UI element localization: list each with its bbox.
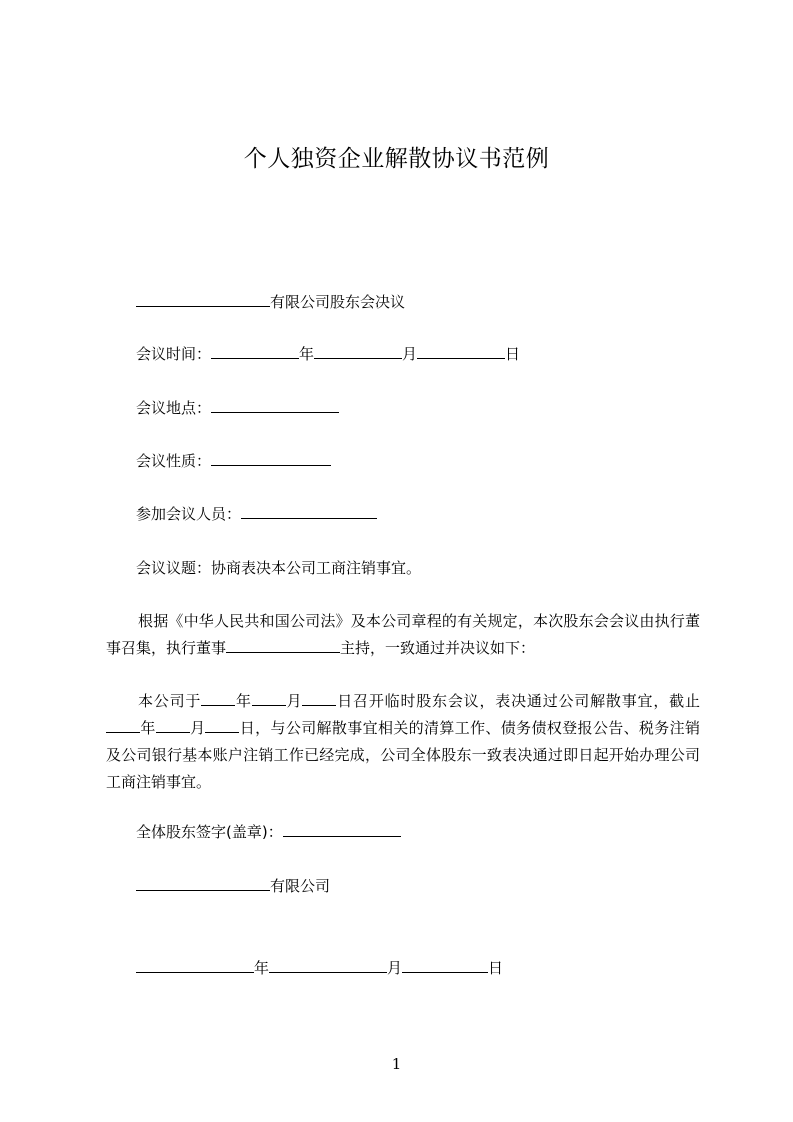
attendees-label: 参加会议人员： [136, 505, 242, 523]
topic-line [136, 557, 421, 579]
year-label: 年 [299, 345, 315, 363]
topic-label: 会议议题： [136, 559, 212, 577]
meeting-month-blank[interactable] [314, 343, 402, 359]
company-name-blank[interactable] [136, 291, 270, 307]
meeting-nature-label: 会议性质： [136, 452, 212, 470]
meeting-nature-blank[interactable] [211, 450, 331, 466]
document-title: 个人独资企业解散协议书范例 [243, 146, 550, 172]
signature-label: 全体股东签字(盖章)： [136, 823, 283, 841]
company-suffix: 有限公司 [270, 877, 331, 895]
company-heading-suffix: 有限公司股东会决议 [270, 293, 406, 311]
date-month: 月 [387, 959, 403, 977]
meeting-day-blank[interactable] [417, 343, 505, 359]
company-heading-line [136, 291, 405, 313]
para1-text-a: 根据《中华人民共和国公司法》及本公司章程的有关规定，本次股东会会议由执行董事召集，执行董事 [106, 612, 700, 657]
date-line [136, 957, 503, 979]
date-year: 年 [254, 959, 270, 977]
attendees-blank[interactable] [241, 503, 377, 519]
director-name-blank[interactable] [226, 637, 340, 653]
attendees-line [136, 503, 377, 525]
meeting-nature-line [136, 450, 331, 472]
page-number: 1 [391, 1055, 402, 1073]
para2-deadline-year: 年 [140, 719, 156, 737]
date-day-blank[interactable] [402, 957, 488, 973]
meeting-place-label: 会议地点： [136, 399, 212, 417]
para2-year: 年 [235, 692, 252, 710]
para2-month: 月 [285, 692, 303, 710]
deadline-month-blank[interactable] [156, 717, 190, 733]
resolution-month-blank[interactable] [252, 690, 286, 706]
para2-text-a: 本公司于 [138, 692, 202, 710]
para1-text-b: 主持，一致通过并决议如下： [340, 639, 536, 657]
month-label: 月 [402, 345, 418, 363]
para2-text-b: 日召开临时股东会议，表决通过公司解散事宜，截止 [336, 692, 700, 710]
date-month-blank[interactable] [269, 957, 387, 973]
deadline-day-blank[interactable] [205, 717, 239, 733]
date-day: 日 [488, 959, 504, 977]
meeting-place-line [136, 397, 339, 419]
meeting-place-blank[interactable] [211, 397, 339, 413]
resolution-day-blank[interactable] [302, 690, 336, 706]
company-line [136, 875, 330, 897]
meeting-time-label: 会议时间： [136, 345, 212, 363]
meeting-time-line [136, 343, 520, 365]
topic-value: 协商表决本公司工商注销事宜。 [211, 559, 422, 577]
date-year-blank[interactable] [136, 957, 254, 973]
signature-line [136, 821, 401, 843]
meeting-year-blank[interactable] [211, 343, 299, 359]
company-blank[interactable] [136, 875, 270, 891]
resolution-year-blank[interactable] [201, 690, 235, 706]
paragraph-resolution [106, 688, 700, 796]
day-label: 日 [505, 345, 521, 363]
para2-text-c: 日，与公司解散事宜相关的清算工作、债务债权登报公告、税务注销及公司银行基本账户注销工作已经完成，公司全体股东一致表决通过即日起开始办理公司工商注销事宜。 [106, 719, 700, 791]
signature-blank[interactable] [283, 821, 401, 837]
para2-deadline-month: 月 [189, 719, 206, 737]
paragraph-basis [106, 608, 700, 662]
deadline-year-blank[interactable] [106, 717, 140, 733]
